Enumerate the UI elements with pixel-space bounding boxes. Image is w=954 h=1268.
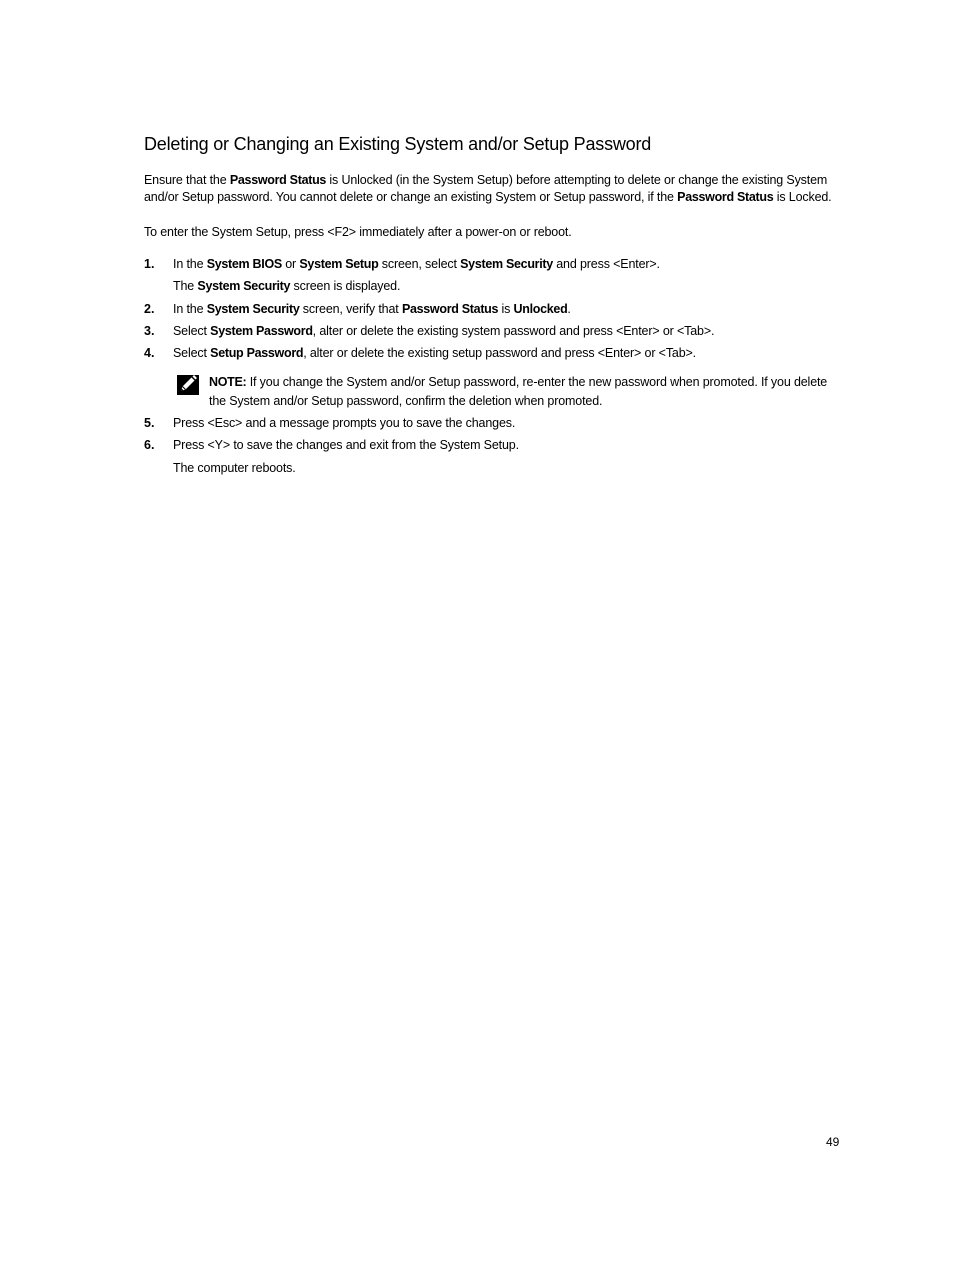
section-heading: Deleting or Changing an Existing System and/or Setup Password: [144, 134, 652, 154]
note-body: If you change the System and/or Setup password, re-enter the new password when promoted. If you delete the System and/or Setup password, confirm the deletion when promoted.: [209, 375, 828, 408]
step-text-part: is: [498, 302, 514, 316]
step-text-part: or: [281, 257, 300, 271]
step-text: Press <Y> to save the changes and exit from the System Setup.: [173, 438, 519, 452]
step-result: [173, 278, 833, 295]
step-text-part: screen is displayed.: [290, 279, 401, 293]
step-text: [173, 323, 833, 340]
step-bold-term: System Password: [210, 324, 313, 338]
step-text: [173, 345, 833, 362]
step-text-part: The: [173, 279, 198, 293]
note-pencil-icon: [177, 375, 199, 395]
step-text-part: screen, verify that: [299, 302, 402, 316]
step-text: [173, 256, 833, 273]
step-bold-term: Setup Password: [210, 346, 304, 360]
note-label: NOTE:: [209, 375, 247, 389]
intro-bold-term: Password Status: [229, 173, 327, 187]
step-text-part: screen, select: [378, 257, 461, 271]
step-bold-term: Unlocked: [513, 302, 568, 316]
step-bold-term: System Security: [197, 279, 291, 293]
page-number: 49: [826, 1135, 840, 1149]
step-text-part: and press <Enter>.: [552, 257, 660, 271]
step-number: 4.: [144, 346, 155, 360]
step-number: 1.: [144, 257, 155, 271]
step-bold-term: Password Status: [401, 302, 499, 316]
step-bold-term: System Security: [460, 257, 553, 271]
step-number: 5.: [144, 416, 155, 430]
intro-text: is Unlocked (in the System Setup) before attempting to delete or change the existing System and/or Setup password. You cannot delete or change an existing System or Setup password, if the: [144, 173, 828, 204]
intro-bold-term: Password Status: [677, 190, 774, 204]
step-text-part: , alter or delete the existing system password and press <Enter> or <Tab>.: [312, 324, 715, 338]
note-text: [209, 373, 834, 411]
step-number: 6.: [144, 438, 155, 452]
step-number: 3.: [144, 324, 155, 338]
step-text-part: Select: [173, 346, 211, 360]
step-text-part: .: [567, 302, 571, 316]
intro-text: is Locked.: [773, 190, 832, 204]
step-bold-term: System Setup: [299, 257, 379, 271]
step-text-part: , alter or delete the existing setup password and press <Enter> or <Tab>.: [303, 346, 696, 360]
step-text: [173, 301, 833, 318]
step-result: The computer reboots.: [173, 461, 296, 475]
step-text-part: In the: [173, 257, 207, 271]
step-bold-term: System BIOS: [206, 257, 282, 271]
step-bold-term: System Security: [206, 302, 300, 316]
step-text: Press <Esc> and a message prompts you to save the changes.: [173, 416, 516, 430]
step-text-part: In the: [173, 302, 207, 316]
step-number: 2.: [144, 302, 155, 316]
intro-paragraph: [144, 172, 834, 206]
step-text-part: Select: [173, 324, 211, 338]
intro-text: Ensure that the: [144, 173, 230, 187]
intro-paragraph-2: To enter the System Setup, press <F2> immediately after a power-on or reboot.: [144, 225, 572, 239]
